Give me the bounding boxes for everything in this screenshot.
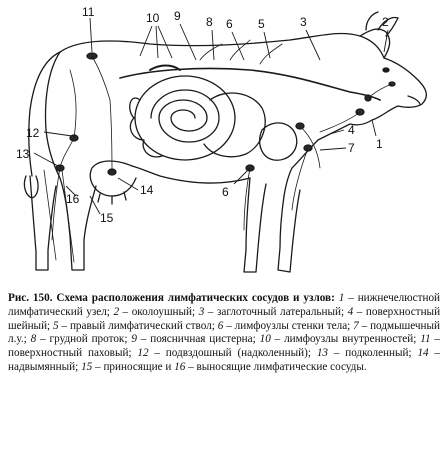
caption-items: [8, 292, 440, 373]
intestines: [130, 98, 162, 157]
caption-item: 14 – надвымянный;: [8, 347, 440, 373]
label-3: 3: [300, 15, 307, 29]
cow-muzzle: [408, 96, 420, 104]
cow-front-leg-right: [278, 190, 300, 272]
cow-udder: [90, 161, 136, 196]
caption-item: 7 – подмышечный л.у.;: [8, 319, 440, 346]
caption-item: 15 – приносящие и: [81, 360, 172, 373]
caption-item: 13 – подколенный;: [316, 347, 412, 360]
stomach-coil: [135, 76, 235, 160]
caption-item: 3 – заглоточный латеральный;: [198, 305, 345, 318]
caption-title: Рис. 150. Схема расположения лимфатических сосудов и узлов:: [8, 292, 335, 304]
label-13: 13: [16, 147, 30, 161]
cow-tail: [29, 52, 60, 176]
label-12: 12: [26, 126, 40, 140]
caption-item: 6 – лимфоузлы стенки тела;: [217, 319, 351, 332]
caption-item: 4 – поверхностный шейный;: [8, 305, 440, 332]
label-9: 9: [174, 9, 181, 23]
label-14: 14: [140, 183, 154, 197]
cow-eye: [383, 68, 389, 72]
label-5: 5: [258, 17, 265, 31]
caption-item: 1 – нижнечелюстной лимфатический узел;: [8, 292, 440, 318]
cow-hind-leg-far: [30, 176, 56, 270]
label-15: 15: [100, 211, 114, 225]
caption-item: 2 – околоушный;: [113, 305, 196, 318]
leader-lines: [34, 18, 388, 214]
label-16: 16: [66, 192, 80, 206]
caption-item: 11 – поверхностный паховый;: [8, 333, 440, 360]
label-2: 2: [382, 15, 389, 29]
caption-item: 8 – грудной проток;: [30, 333, 128, 346]
label-6-bottom: 6: [222, 185, 229, 199]
caption-item: 10 – лимфоузлы внутренностей;: [259, 333, 417, 346]
cow-belly: [132, 166, 250, 183]
figure-caption: [8, 292, 440, 452]
thoracic-duct: [120, 68, 380, 100]
label-7: 7: [348, 141, 355, 155]
label-6-top: 6: [226, 17, 233, 31]
label-8: 8: [206, 15, 213, 29]
callout-labels: [16, 5, 389, 225]
label-11: 11: [82, 5, 95, 19]
lymph-vessels: [44, 40, 392, 262]
caption-item: 5 – правый лимфатический ствол;: [53, 319, 215, 332]
caption-item: 16 – выносящие лимфатические сосуды.: [174, 360, 367, 373]
label-1: 1: [376, 137, 383, 151]
caption-item: 9 – поясничная цистерна;: [131, 333, 256, 346]
cow-horn: [366, 12, 378, 30]
cow-front-leg-left: [244, 178, 266, 272]
label-10: 10: [146, 11, 160, 25]
label-4: 4: [348, 123, 355, 137]
heart: [260, 123, 297, 160]
caption-item: 12 – подвздошный (надколенный);: [137, 347, 311, 360]
